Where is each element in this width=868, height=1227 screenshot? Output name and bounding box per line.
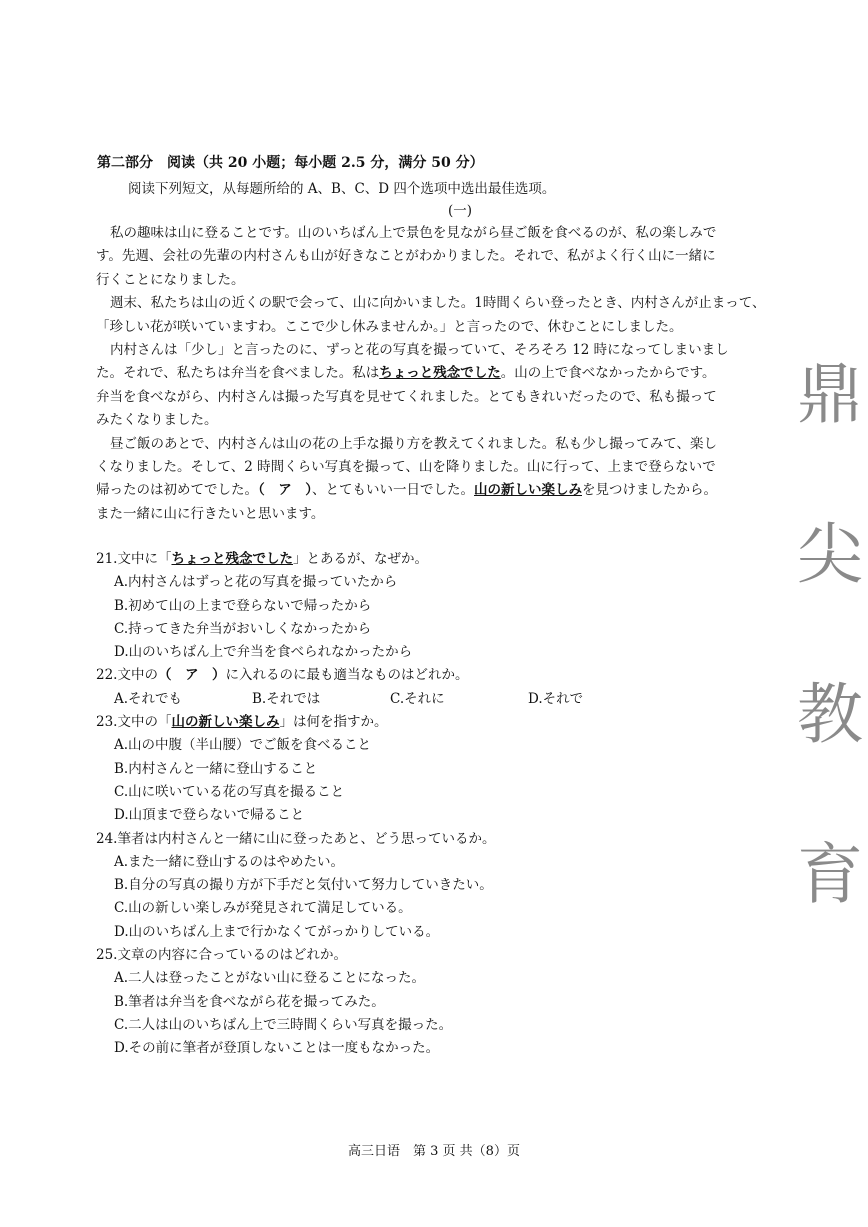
watermark-char: 育: [797, 836, 863, 913]
option-22-c: C.それに: [390, 690, 445, 707]
questions-block: [96, 548, 776, 1061]
option-24-c: C.山の新しい楽しみが発見されて満足している。: [114, 900, 412, 917]
option-25-c: C.二人は山のいちばん上で三時間くらい写真を撮った。: [114, 1016, 453, 1033]
passage-line: 私の趣味は山に登ることです。山のいちばん上で景色を見ながら昼ご飯を食べるのが、私の楽しみで: [110, 225, 717, 241]
watermark: [790, 355, 868, 995]
passage-text: を見つけましたから。: [582, 482, 717, 499]
option-21-d: D.山のいちばん上で弁当を食べられなかったから: [114, 644, 413, 661]
option-21-c: C.持ってきた弁当がおいしくなかったから: [114, 620, 372, 637]
underlined-phrase: 山の新しい楽しみ: [171, 714, 280, 731]
option-25-d: D.その前に筆者が登頂しないことは一度もなかった。: [114, 1040, 440, 1057]
option-23-d: D.山頂まで登らないで帰ること: [114, 807, 305, 824]
passage-line: くなりました。そして、2 時間くらい写真を撮って、山を降りました。山に行って、上まで登らないで: [96, 458, 716, 475]
passage-text: 、とてもいい一日でした。: [312, 482, 474, 499]
question-22: 22.文中の（ ア ）に入れるのに最も適当なものはどれか。: [96, 667, 469, 684]
passage-line: す。先週、会社の先輩の内村さんも山が好きなことがわかりました。それで、私がよく行く山に一緒に: [96, 248, 716, 265]
watermark-char: 教: [797, 676, 863, 753]
option-23-b: B.内村さんと一緒に登山すること: [114, 760, 318, 777]
question-23: 23.文中の「山の新しい楽しみ」は何を指すか。: [96, 714, 388, 731]
passage-line: また一緒に山に行きたいと思います。: [96, 505, 325, 522]
passage-number: (一): [448, 203, 473, 219]
instruction-text: 阅读下列短文，从每题所给的 A、B、C、D 四个选项中选出最佳选项。: [128, 181, 556, 197]
option-23-c: C.山に咲いている花の写真を撮ること: [114, 783, 345, 800]
underlined-phrase: ちょっと残念でした: [171, 551, 293, 567]
option-21-a: A.内村さんはずっと花の写真を撮っていたから: [114, 574, 398, 591]
passage-text: た。それで、私たちは弁当を食べました。私は: [96, 365, 380, 382]
question-25: 25.文章の内容に合っているのはどれか。: [96, 947, 347, 964]
watermark-char: 尖: [797, 516, 863, 593]
question-21: 21.文中に「ちょっと残念でした」とあるが、なぜか。: [96, 551, 428, 567]
underlined-phrase: ちょっと残念でした: [379, 365, 501, 382]
section-title: 第二部分 阅读（共 20 小题；每小题 2.5 分，满分 50 分）: [97, 155, 484, 171]
blank-marker: （ ア ）: [258, 482, 312, 499]
page-footer: 高三日语 第 3 页 共（8）页: [348, 1144, 520, 1159]
passage-line: 週末、私たちは山の近くの駅で会って、山に向かいました。1時間くらい登ったとき、内村さんが止まって、: [110, 295, 766, 312]
reading-passage: [96, 222, 776, 526]
passage-line: 弁当を食べながら、内村さんは撮った写真を見せてくれました。とてもきれいだったので、私も撮って: [96, 388, 717, 405]
options-22: [96, 688, 776, 711]
option-22-a: A.それでも: [114, 690, 183, 707]
option-22-d: D.それで: [528, 690, 584, 707]
watermark-char: 鼎: [797, 356, 863, 433]
passage-line: 内村さんは「少し」と言ったのに、ずっと花の写真を撮っていて、そろそろ 12 時になってしまいまし: [110, 341, 729, 358]
underlined-phrase: 山の新しい楽しみ: [474, 482, 582, 499]
option-23-a: A.山の中腹（半山腰）でご飯を食べること: [114, 737, 372, 754]
option-21-b: B.初めて山の上まで登らないで帰ったから: [114, 597, 372, 614]
option-25-a: A.二人は登ったことがない山に登ることになった。: [114, 970, 426, 987]
passage-line: みたくなりました。: [96, 412, 218, 429]
question-24: 24.筆者は内村さんと一緒に山に登ったあと、どう思っているか。: [96, 830, 496, 847]
option-24-d: D.山のいちばん上まで行かなくてがっかりしている。: [114, 923, 440, 940]
blank-marker: （ ア ）: [157, 667, 226, 684]
passage-line: [96, 362, 776, 385]
option-25-b: B.筆者は弁当を食べながら花を撮ってみた。: [114, 993, 385, 1010]
option-22-b: B.それでは: [252, 690, 321, 707]
passage-line: 「珍しい花が咲いていますわ。ここで少し休みませんか。」と言ったので、休むことにしました。: [96, 318, 683, 335]
passage-line: 昼ご飯のあとで、内村さんは山の花の上手な撮り方を教えてくれました。私も少し撮ってみて、楽し: [110, 435, 717, 452]
passage-line: 行くことになりました。: [96, 271, 245, 288]
passage-text: 。山の上で食べなかったからです。: [500, 365, 716, 382]
option-24-a: A.また一緒に登山するのはやめたい。: [114, 853, 345, 870]
option-24-b: B.自分の写真の撮り方が下手だと気付いて努力していきたい。: [114, 877, 493, 894]
passage-line: [96, 479, 776, 502]
passage-text: 帰ったのは初めてでした。: [96, 482, 258, 499]
